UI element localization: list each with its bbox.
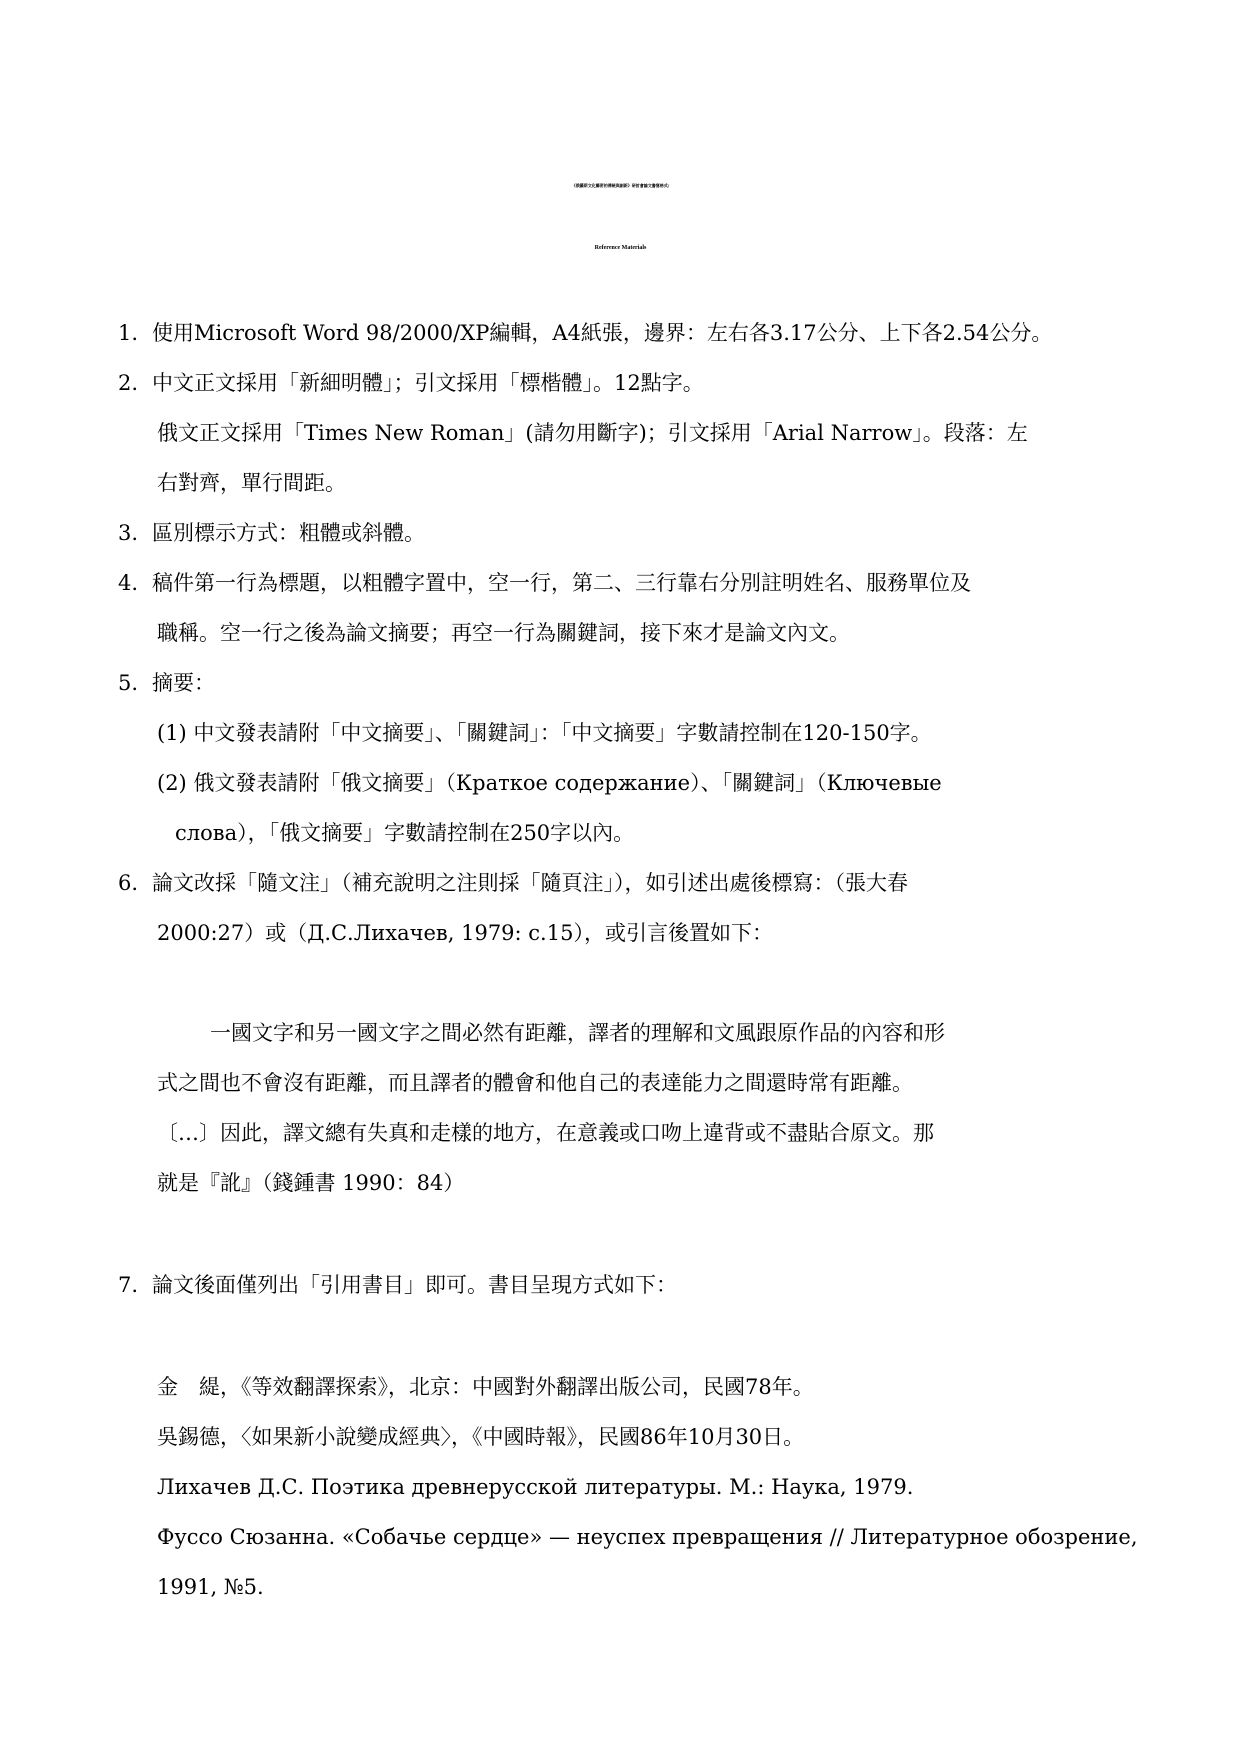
bibliography-entry: Лихачев Д.С. Поэтика древнерусской литературы. М.: Наука, 1979. <box>157 1475 914 1499</box>
item-number: 7. <box>118 1273 139 1297</box>
item-1-line-1: 使用Microsoft Word 98/2000/XP編輯，A4紙張，邊界：左右各3.17公分、上下各2.54公分。 <box>152 321 1053 345</box>
item-2-line-3: 右對齊，單行間距。 <box>157 471 346 495</box>
quote-line: 就是『訛』（錢鍾書 1990：84） <box>157 1171 465 1195</box>
item-5-line-4: слова），「俄文摘要」字數請控制在250字以內。 <box>175 821 635 845</box>
quote-line: 一國文字和另一國文字之間必然有距離，譯者的理解和文風跟原作品的內容和形 <box>210 1021 945 1045</box>
item-2-line-1: 中文正文採用「新細明體」；引文採用「標楷體」。12點字。 <box>152 371 704 395</box>
document-title: 《俄羅斯文化藝術的傳統與創新》研討會論文書寫格式/ <box>571 183 670 188</box>
item-7-line-1: 論文後面僅列出「引用書目」即可。書目呈現方式如下： <box>152 1273 677 1297</box>
item-4-line-2: 職稱。空一行之後為論文摘要；再空一行為關鍵詞，接下來才是論文內文。 <box>157 621 850 645</box>
item-6-line-1: 論文改採「隨文注」（補充說明之注則採「隨頁注」），如引述出處後標寫：（張大春 <box>152 871 908 895</box>
document-subtitle: Reference Materials <box>594 245 647 251</box>
item-3-line-1: 區別標示方式：粗體或斜體。 <box>152 521 425 545</box>
item-number: 3. <box>118 521 139 545</box>
item-6-line-2: 2000:27）或（Д.С.Лихачев, 1979: с.15），或引言後置如下： <box>157 921 773 945</box>
item-number: 1. <box>118 321 139 345</box>
bibliography-entry: 1991, №5. <box>157 1575 264 1599</box>
item-2-line-2: 俄文正文採用「Times New Roman」(請勿用斷字)；引文採用「Arial Narrow」。段落：左 <box>157 421 1028 445</box>
item-number: 2. <box>118 371 139 395</box>
item-number: 4. <box>118 571 139 595</box>
bibliography-entry: 金 緹，《等效翻譯探索》，北京：中國對外翻譯出版公司，民國78年。 <box>157 1375 814 1399</box>
item-4-line-1: 稿件第一行為標題，以粗體字置中，空一行，第二、三行靠右分別註明姓名、服務單位及 <box>152 571 971 595</box>
item-5-line-1: 摘要： <box>152 671 215 695</box>
bibliography-entry: 吳錫德，〈如果新小說變成經典〉，《中國時報》，民國86年10月30日。 <box>157 1425 805 1449</box>
quote-line: 〔…〕因此，譯文總有失真和走樣的地方，在意義或口吻上違背或不盡貼合原文。那 <box>157 1121 934 1145</box>
item-5-line-3: (2) 俄文發表請附「俄文摘要」（Краткое содержание）、「關鍵詞」（Ключевые <box>157 771 942 795</box>
bibliography-entry: Фуссо Сюзанна. «Собачье сердце» — неуспех превращения // Литературное обозрение, <box>157 1525 1138 1549</box>
item-number: 6. <box>118 871 139 895</box>
quote-line: 式之間也不會沒有距離，而且譯者的體會和他自己的表達能力之間還時常有距離。 <box>157 1071 913 1095</box>
item-5-line-2: (1) 中文發表請附「中文摘要」、「關鍵詞」：「中文摘要」字數請控制在120-150字。 <box>157 721 932 745</box>
item-number: 5. <box>118 671 139 695</box>
